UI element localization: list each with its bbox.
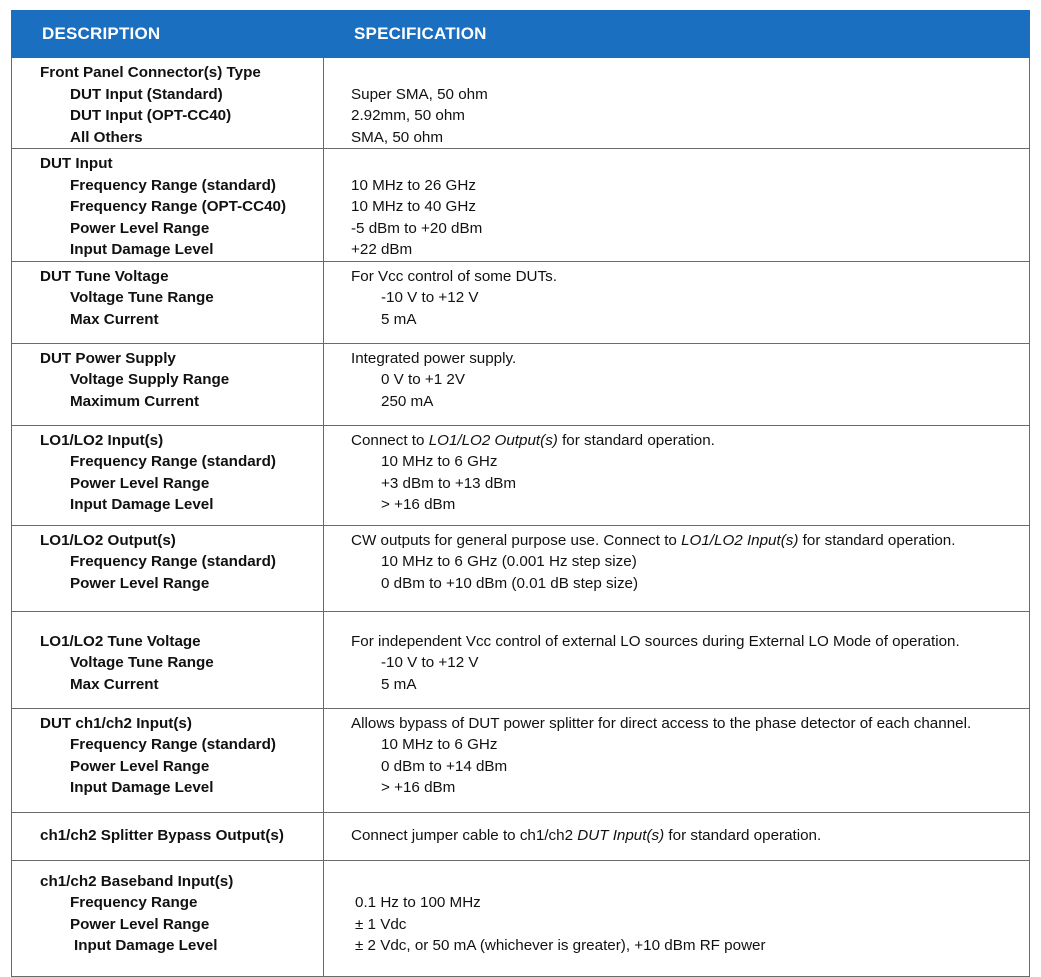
description-cell — [12, 425, 324, 525]
specification-cell — [324, 261, 1030, 343]
row-title: LO1/LO2 Input(s) — [40, 431, 164, 449]
specification-cell — [324, 611, 1030, 708]
row-parameter: Power Level Range — [70, 474, 210, 492]
row-title: ch1/ch2 Splitter Bypass Output(s) — [40, 826, 284, 844]
table-row — [12, 343, 1030, 425]
row-title: DUT ch1/ch2 Input(s) — [40, 714, 192, 732]
row-parameter: Frequency Range (standard) — [70, 453, 276, 470]
row-parameter: Power Level Range — [70, 219, 210, 237]
row-parameter: Frequency Range (OPT-CC40) — [70, 198, 287, 215]
specification-cell — [324, 525, 1030, 611]
spec-intro: CW outputs for general purpose use. Connect to LO1/LO2 Input(s) for standard operation. — [351, 531, 956, 549]
table-row — [12, 708, 1030, 812]
spec-value: 10 MHz to 40 GHz — [351, 198, 476, 215]
row-parameter: Power Level Range — [70, 757, 210, 775]
spec-value: +3 dBm to +13 dBm — [381, 474, 517, 492]
row-title: Front Panel Connector(s) Type — [40, 64, 261, 81]
row-parameter: Power Level Range — [70, 915, 210, 933]
spec-value: 5 mA — [381, 310, 417, 328]
row-parameter: Maximum Current — [70, 392, 200, 410]
row-title: LO1/LO2 Tune Voltage — [40, 632, 201, 650]
spec-intro: Connect jumper cable to ch1/ch2 DUT Input(s) for standard operation. — [351, 826, 822, 844]
spec-value: 10 MHz to 6 GHz — [381, 453, 498, 470]
spec-value: ± 2 Vdc, or 50 mA (whichever is greater), +10 dBm RF power — [355, 937, 766, 954]
row-parameter: Input Damage Level — [70, 496, 214, 513]
row-parameter: Frequency Range — [70, 894, 198, 911]
table-row — [12, 525, 1030, 611]
description-cell — [12, 812, 324, 860]
specification-cell — [324, 708, 1030, 812]
description-cell — [12, 58, 324, 149]
spec-intro: For Vcc control of some DUTs. — [351, 267, 557, 285]
row-parameter: Input Damage Level — [70, 241, 214, 258]
table-row — [12, 860, 1030, 976]
table-row — [12, 149, 1030, 262]
description-cell — [12, 149, 324, 262]
port-reference: DUT Input(s) — [577, 826, 665, 844]
spec-intro: For independent Vcc control of external LO sources during External LO Mode of operation. — [351, 632, 960, 650]
spec-value: 0 dBm to +14 dBm — [381, 757, 508, 775]
spec-value: SMA, 50 ohm — [351, 128, 444, 146]
table-row — [12, 611, 1030, 708]
spec-value: 2.92mm, 50 ohm — [351, 107, 465, 124]
port-reference: LO1/LO2 Input(s) — [681, 531, 799, 549]
spec-intro: Allows bypass of DUT power splitter for direct access to the phase detector of each channel. — [351, 714, 972, 732]
spec-value: 10 MHz to 26 GHz — [351, 176, 476, 194]
row-parameter: Voltage Tune Range — [70, 654, 214, 671]
specification-cell — [324, 343, 1030, 425]
row-title: DUT Tune Voltage — [40, 267, 169, 285]
row-parameter: Input Damage Level — [70, 779, 214, 796]
spec-value: -10 V to +12 V — [381, 654, 479, 671]
table-row — [12, 425, 1030, 525]
spec-intro: Connect to LO1/LO2 Output(s) for standard operation. — [351, 431, 715, 449]
table-header-row — [12, 11, 1030, 58]
spec-value: > +16 dBm — [381, 496, 456, 513]
row-title: LO1/LO2 Output(s) — [40, 531, 176, 549]
specification-cell — [324, 149, 1030, 262]
table-row — [12, 812, 1030, 860]
spec-intro: Integrated power supply. — [351, 349, 517, 367]
specification-cell — [324, 860, 1030, 976]
row-parameter: Power Level Range — [70, 574, 210, 592]
spec-value: 10 MHz to 6 GHz — [381, 736, 498, 753]
spec-value: 0.1 Hz to 100 MHz — [355, 894, 481, 911]
specification-table — [11, 10, 1030, 977]
spec-value: 250 mA — [381, 392, 434, 410]
spec-value: +22 dBm — [351, 241, 413, 258]
table-row — [12, 58, 1030, 149]
row-parameter: DUT Input (Standard) — [70, 85, 223, 103]
row-parameter: Max Current — [70, 310, 159, 328]
spec-value: Super SMA, 50 ohm — [351, 85, 488, 103]
spec-value: -10 V to +12 V — [381, 289, 479, 306]
spec-value: > +16 dBm — [381, 779, 456, 796]
spec-value: 0 dBm to +10 dBm (0.01 dB step size) — [381, 574, 639, 592]
row-title: DUT Power Supply — [40, 349, 176, 367]
spec-value: 10 MHz to 6 GHz (0.001 Hz step size) — [381, 553, 637, 570]
specification-cell — [324, 425, 1030, 525]
description-cell — [12, 343, 324, 425]
spec-value: -5 dBm to +20 dBm — [351, 219, 483, 237]
row-parameter: Voltage Supply Range — [70, 371, 230, 388]
description-cell — [12, 261, 324, 343]
spec-value: 5 mA — [381, 675, 417, 693]
port-reference: LO1/LO2 Output(s) — [428, 431, 558, 449]
row-parameter: All Others — [70, 128, 143, 146]
specification-cell — [324, 812, 1030, 860]
specification-cell — [324, 58, 1030, 149]
row-parameter: Max Current — [70, 675, 159, 693]
row-title: ch1/ch2 Baseband Input(s) — [40, 872, 234, 890]
row-parameter: Input Damage Level — [74, 937, 218, 954]
spec-value: ± 1 Vdc — [355, 915, 407, 933]
row-parameter: Frequency Range (standard) — [70, 553, 276, 570]
spec-value: 0 V to +1 2V — [381, 371, 466, 388]
description-header: DESCRIPTION — [12, 11, 324, 58]
row-parameter: Voltage Tune Range — [70, 289, 214, 306]
row-title: DUT Input — [40, 155, 113, 172]
description-cell — [12, 708, 324, 812]
row-parameter: DUT Input (OPT-CC40) — [70, 107, 232, 124]
row-parameter: Frequency Range (standard) — [70, 736, 276, 753]
description-cell — [12, 611, 324, 708]
row-parameter: Frequency Range (standard) — [70, 176, 276, 194]
table-row — [12, 261, 1030, 343]
description-cell — [12, 860, 324, 976]
specification-header: SPECIFICATION — [324, 11, 1030, 58]
description-cell — [12, 525, 324, 611]
